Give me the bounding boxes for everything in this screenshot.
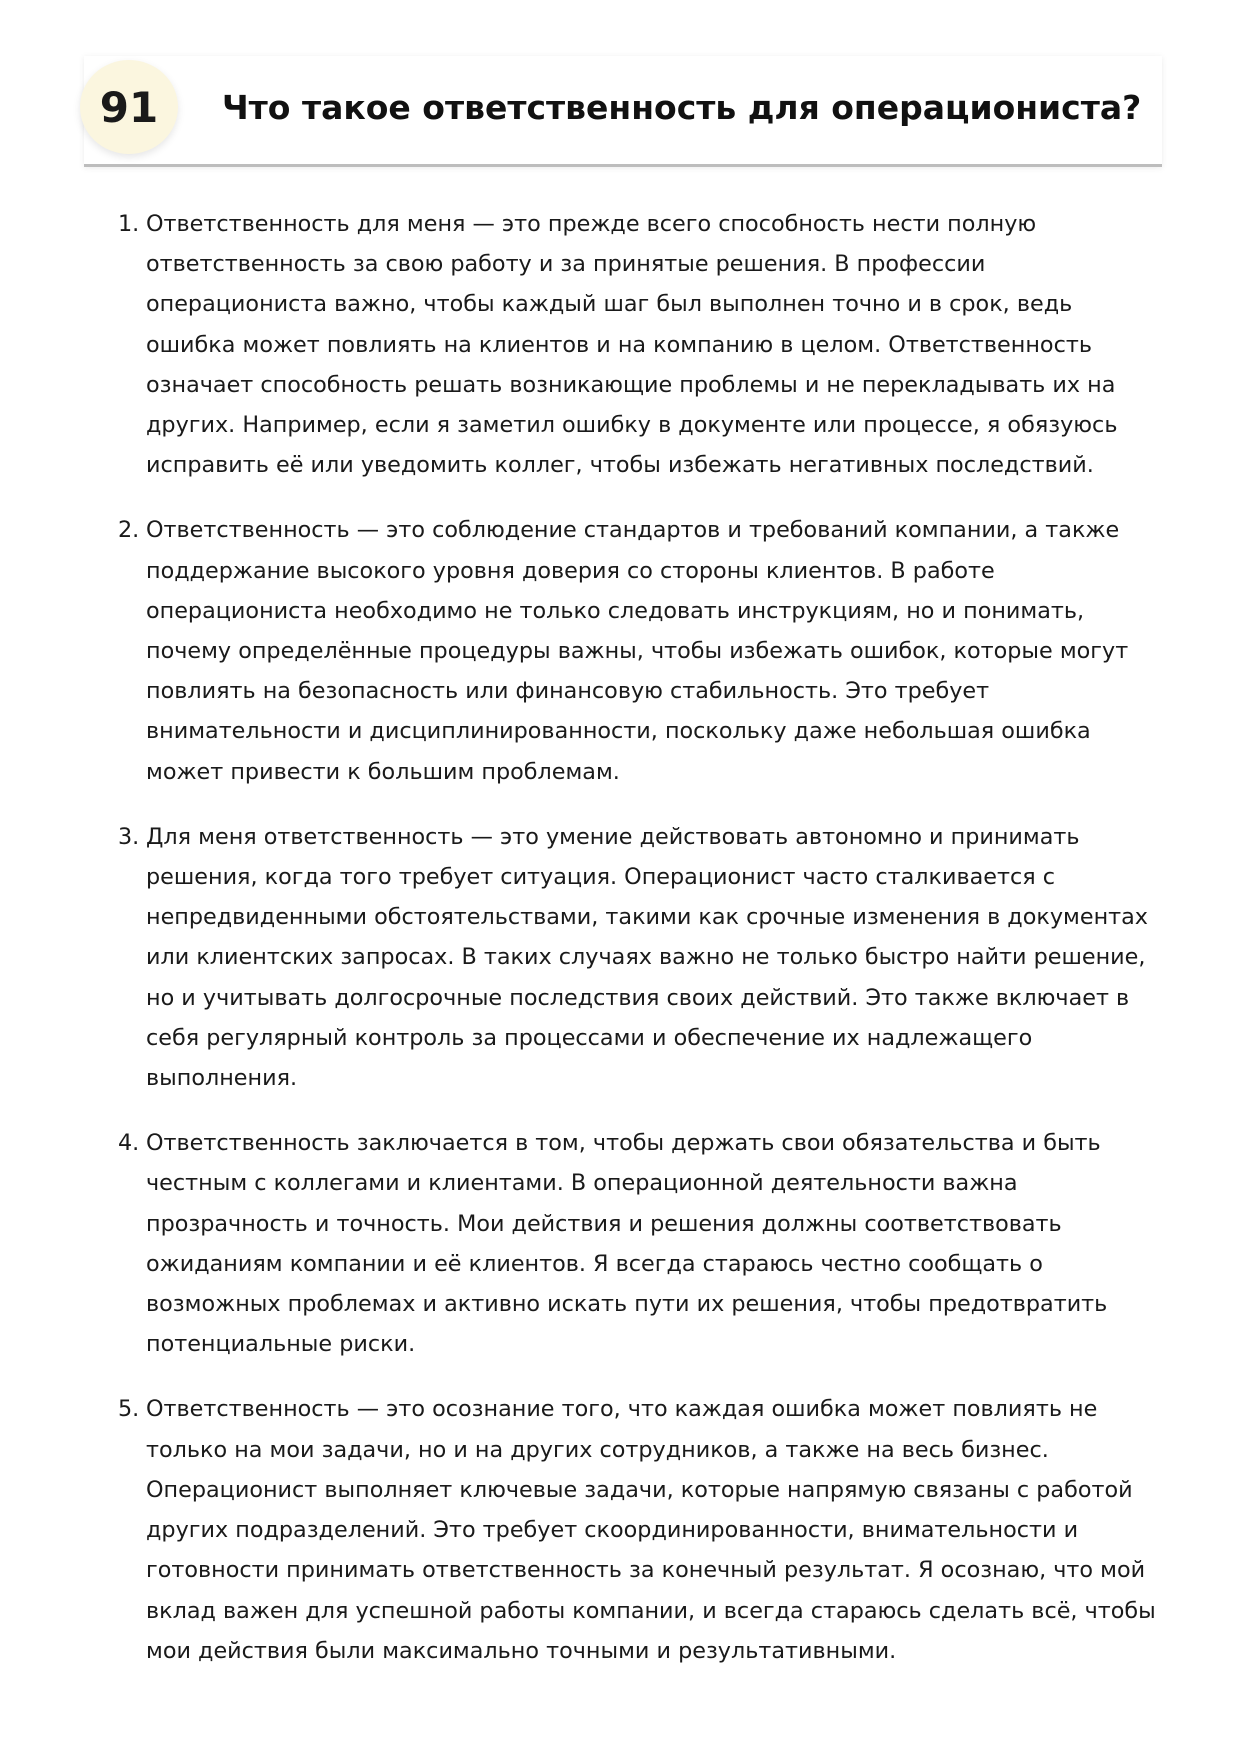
answer-item-5 — [112, 1389, 1164, 1670]
answer-number: 3. — [118, 823, 140, 850]
answer-text: Ответственность заключается в том, чтобы держать свои обязательства и быть честным с коллегами и клиентами. В операционной деятельности важна прозрачность и точность. Мои действия и решения должны соответствовать ожиданиям компании и её клиентов. Я всегда стараюсь честно сообщать о возможных проблемах и активно искать пути их решения, чтобы предотвратить потенциальные риски. — [146, 1130, 1108, 1358]
answer-item-4 — [112, 1123, 1164, 1364]
question-title: Что такое ответственность для операциониста? — [222, 88, 1142, 127]
answer-number: 5. — [118, 1396, 140, 1423]
answer-item-1 — [112, 204, 1164, 485]
answer-text: Ответственность для меня — это прежде всего способность нести полную ответственность за свою работу и за принятые решения. В профессии операциониста важно, чтобы каждый шаг был выполнен точно и в срок, ведь ошибка может повлиять на клиентов и на компанию в целом. Ответственность означает способность решать возникающие проблемы и не перекладывать их на других. Например, если я заметил ошибку в документе или процессе, я обязуюсь исправить её или уведомить коллег, чтобы избежать негативных последствий. — [146, 211, 1118, 479]
question-header — [84, 56, 1162, 167]
answer-text: Ответственность — это осознание того, что каждая ошибка может повлиять не только на мои задачи, но и на других сотрудников, а также на весь бизнес. Операционист выполняет ключевые задачи, которые напрямую связаны с работой других подразделений. Это требует скоординированности, внимательности и готовности принимать ответственность за конечный результат. Я осознаю, что мой вклад важен для успешной работы компании, и всегда стараюсь сделать всё, чтобы мои действия были максимально точными и результативными. — [146, 1396, 1156, 1664]
answer-number: 1. — [118, 211, 140, 237]
answer-text: Для меня ответственность — это умение действовать автономно и принимать решения, когда того требует ситуация. Операционист часто сталкивается с непредвиденными обстоятельствами, такими как срочные изменения в документах или клиентских запросах. В таких случаях важно не только быстро найти решение, но и учитывать долгосрочные последствия своих действий. Это также включает в себя регулярный контроль за процессами и обеспечение их надлежащего выполнения. — [146, 823, 1148, 1092]
question-number-badge: 91 — [80, 60, 178, 154]
answer-item-2 — [112, 510, 1164, 791]
answer-number: 2. — [118, 517, 140, 544]
answer-list — [112, 204, 1164, 1696]
answer-number: 4. — [118, 1130, 140, 1157]
answer-text: Ответственность — это соблюдение стандартов и требований компании, а также поддержание высокого уровня доверия со стороны клиентов. В работе операциониста необходимо не только следовать инструкциям, но и понимать, почему определённые процедуры важны, чтобы избежать ошибок, которые могут повлиять на безопасность или финансовую стабильность. Это требует внимательности и дисциплинированности, поскольку даже небольшая ошибка может привести к большим проблемам. — [146, 517, 1129, 785]
answer-item-3 — [112, 817, 1164, 1098]
